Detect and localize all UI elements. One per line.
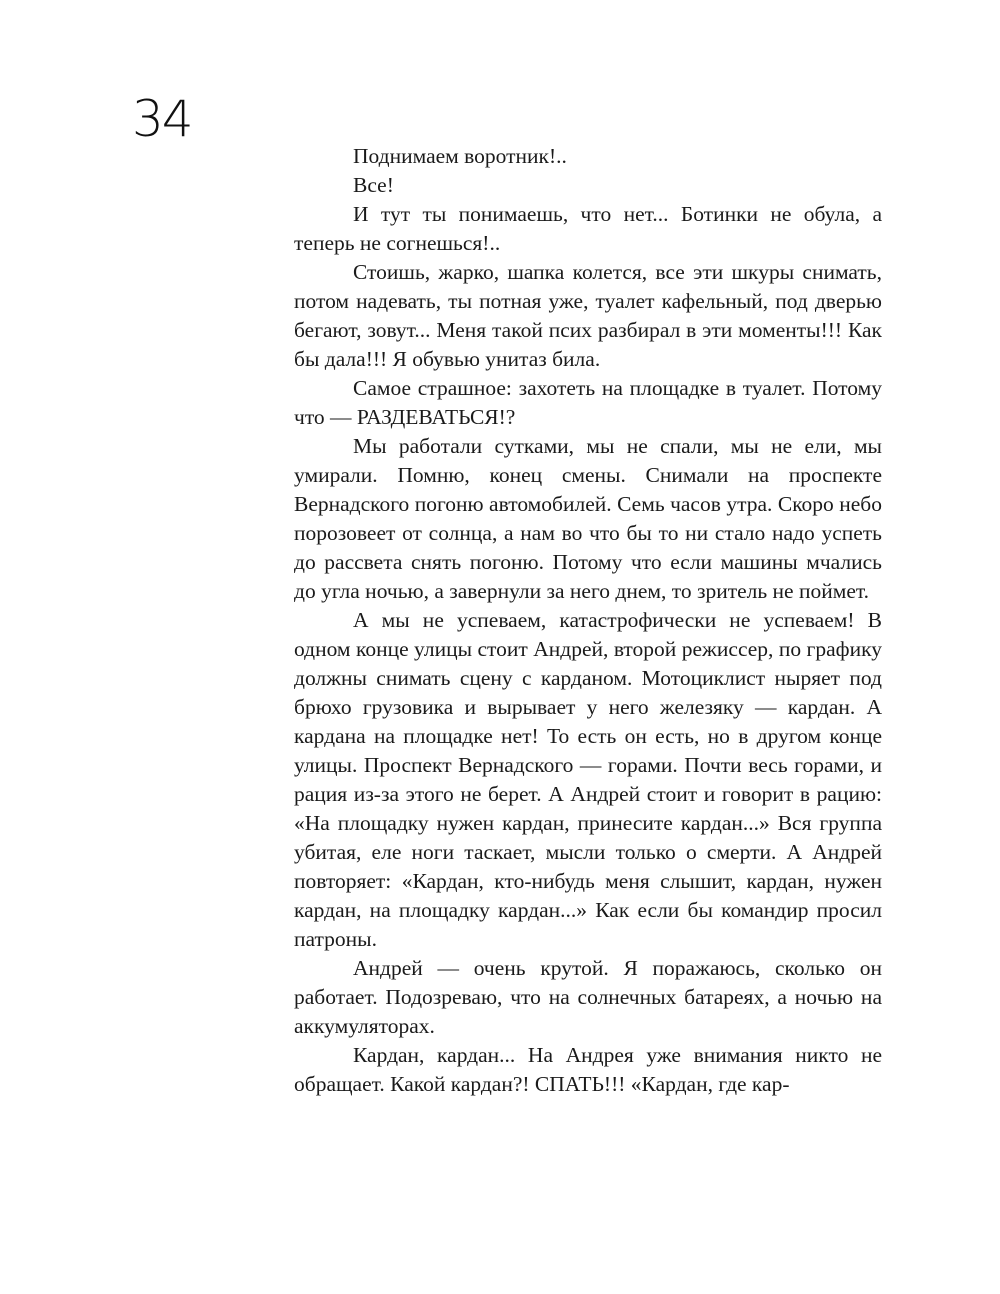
paragraph: Стоишь, жарко, шапка колется, все эти шкуры снимать, потом надевать, ты потная уже, туалет кафельный, под дверью бегают, зовут... Меня такой псих разбирал в эти моменты!!! Как бы дала!!! Я обувью унитаз била. xyxy=(294,260,882,371)
paragraph: А мы не успеваем, катастрофически не успеваем! В одном конце улицы стоит Андрей, второй режиссер, по графику должны снимать сцену с карданом. Мотоциклист ныряет под брюхо грузовика и вырывает у него железяку — кардан. А кардана на площадке нет! То есть он есть, но в другом конце улицы. Проспект Вернадского — горами. Почти весь горами, и рация из-за этого не берет. А Андрей стоит и говорит в рацию: «На площадку нужен кардан, принесите кардан...» Вся группа убитая, еле ноги таскает, мысли только о смерти. А Андрей повторяет: «Кардан, кто-нибудь меня слышит, кардан, нужен кардан, на площадку кардан...» Как если бы командир просил патроны. xyxy=(294,608,882,951)
paragraph: Мы работали сутками, мы не спали, мы не ели, мы умирали. Помню, конец смены. Снимали на проспекте Вернадского погоню автомобилей. Семь часов утра. Скоро небо порозовеет от солнца, а нам во что бы то ни стало надо успеть до рассвета снять погоню. Потому что если машины мчались до угла ночью, а завернули за него днем, то зритель не поймет. xyxy=(294,434,882,603)
page-number: 34 xyxy=(132,90,192,148)
paragraph: Поднимаем воротник!.. xyxy=(353,144,567,168)
paragraph: Самое страшное: захотеть на площадке в туалет. Потому что — РАЗДЕВАТЬСЯ!? xyxy=(294,376,882,429)
paragraph: Андрей — очень крутой. Я поражаюсь, сколько он работает. Подозреваю, что на солнечных батареях, а ночью на аккумуляторах. xyxy=(294,956,882,1038)
body-text xyxy=(294,142,882,1099)
paragraph: Кардан, кардан... На Андрея уже внимания никто не обращает. Какой кардан?! СПАТЬ!!! «Кардан, где кар- xyxy=(294,1043,882,1096)
paragraph: И тут ты понимаешь, что нет... Ботинки не обула, а теперь не согнешься!.. xyxy=(294,202,882,255)
paragraph: Все! xyxy=(353,173,394,197)
